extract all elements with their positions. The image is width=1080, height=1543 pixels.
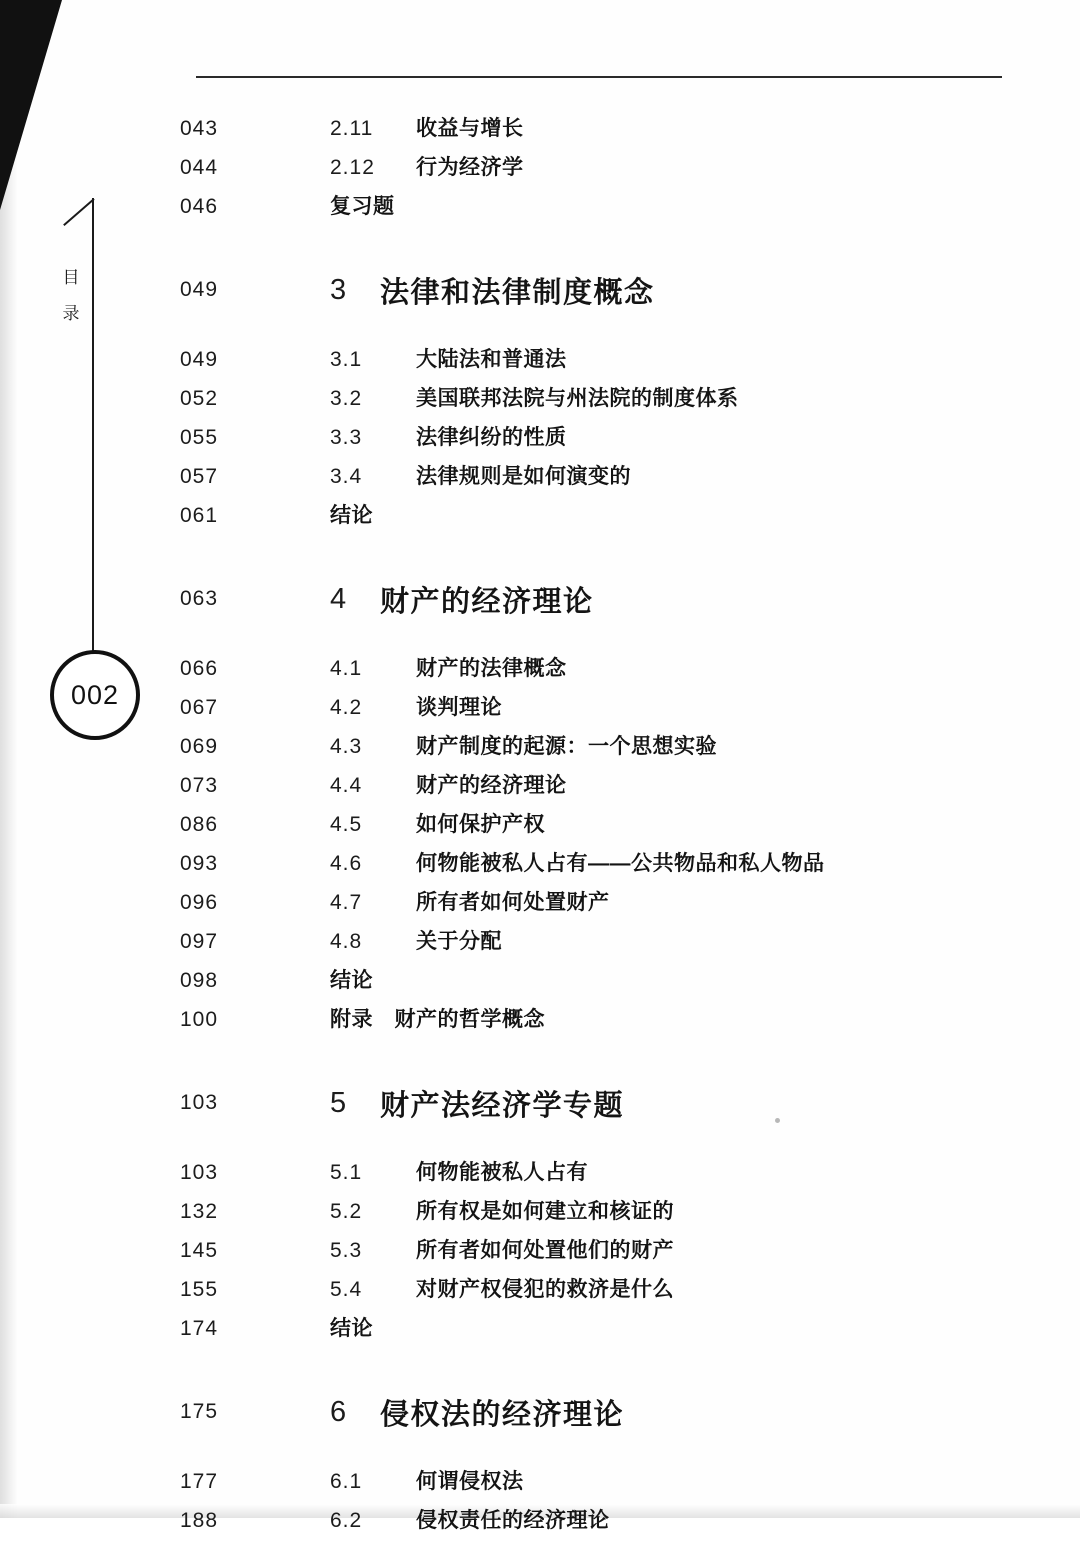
toc-page-number: 049 bbox=[180, 348, 219, 371]
toc-entry-row[interactable] bbox=[180, 1234, 1040, 1273]
toc-page-number: 043 bbox=[180, 117, 219, 140]
toc-spacer bbox=[180, 229, 1040, 251]
toc-entry-title: 行为经济学 bbox=[416, 156, 524, 179]
toc-entry-row[interactable] bbox=[180, 1195, 1040, 1234]
toc-page-number: 188 bbox=[180, 1509, 219, 1532]
toc-spacer bbox=[180, 1351, 1040, 1373]
toc-spacer bbox=[180, 1042, 1040, 1064]
toc-entry-row[interactable] bbox=[180, 499, 1040, 538]
toc-entry-row[interactable] bbox=[180, 382, 1040, 421]
toc-spacer bbox=[180, 329, 1040, 343]
toc-entry-row[interactable] bbox=[180, 808, 1040, 847]
toc-entry-title: 复习题 bbox=[330, 195, 395, 218]
toc-section-number: 4.6 bbox=[330, 852, 363, 875]
scan-edge-left bbox=[0, 0, 18, 1518]
toc-page-number: 175 bbox=[180, 1400, 219, 1423]
toc-entry-title: 财产制度的起源：一个思想实验 bbox=[416, 735, 717, 758]
table-of-contents bbox=[180, 112, 1040, 1543]
toc-section-number: 4.2 bbox=[330, 696, 363, 719]
toc-spacer bbox=[180, 638, 1040, 652]
toc-section-number: 2.12 bbox=[330, 156, 375, 179]
toc-entry-title: 对财产权侵犯的救济是什么 bbox=[416, 1278, 674, 1301]
toc-page-number: 061 bbox=[180, 504, 219, 527]
toc-entry-title: 所有者如何处置他们的财产 bbox=[416, 1239, 674, 1262]
toc-entry-title: 何物能被私人占有——公共物品和私人物品 bbox=[416, 852, 825, 875]
toc-entry-title: 结论 bbox=[330, 1317, 373, 1340]
toc-section-number: 5.1 bbox=[330, 1161, 363, 1184]
toc-page-number: 132 bbox=[180, 1200, 219, 1223]
toc-page-number: 067 bbox=[180, 696, 219, 719]
toc-page-number: 069 bbox=[180, 735, 219, 758]
toc-section-number: 5.4 bbox=[330, 1278, 363, 1301]
toc-entry-row[interactable] bbox=[180, 1504, 1040, 1543]
toc-page-number: 103 bbox=[180, 1091, 219, 1114]
page-number-badge: 002 bbox=[50, 650, 140, 740]
toc-entry-title: 何谓侵权法 bbox=[416, 1470, 524, 1493]
toc-section-number: 4.8 bbox=[330, 930, 363, 953]
toc-entry-title: 如何保护产权 bbox=[416, 813, 545, 836]
toc-entry-row[interactable] bbox=[180, 1273, 1040, 1312]
toc-entry-row[interactable] bbox=[180, 886, 1040, 925]
scan-speck bbox=[775, 1118, 780, 1123]
toc-page-number: 145 bbox=[180, 1239, 219, 1262]
toc-section-number: 4 bbox=[330, 582, 348, 615]
toc-chapter-row[interactable] bbox=[180, 1373, 1040, 1451]
toc-entry-title: 所有权是如何建立和核证的 bbox=[416, 1200, 674, 1223]
toc-page-number: 086 bbox=[180, 813, 219, 836]
toc-spacer bbox=[180, 1142, 1040, 1156]
toc-chapter-row[interactable] bbox=[180, 560, 1040, 638]
toc-section-number: 6.2 bbox=[330, 1509, 363, 1532]
toc-entry-row[interactable] bbox=[180, 190, 1040, 229]
toc-page-number: 097 bbox=[180, 930, 219, 953]
toc-entry-title: 财产的经济理论 bbox=[416, 774, 567, 797]
toc-spacer bbox=[180, 538, 1040, 560]
toc-section-number: 4.5 bbox=[330, 813, 363, 836]
toc-section-number: 3.1 bbox=[330, 348, 363, 371]
side-tab-diagonal-rule bbox=[63, 198, 95, 226]
toc-entry-row[interactable] bbox=[180, 151, 1040, 190]
toc-page-number: 044 bbox=[180, 156, 219, 179]
toc-page-number: 103 bbox=[180, 1161, 219, 1184]
toc-page-number: 057 bbox=[180, 465, 219, 488]
toc-entry-row[interactable] bbox=[180, 1465, 1040, 1504]
toc-chapter-row[interactable] bbox=[180, 251, 1040, 329]
toc-page-number: 063 bbox=[180, 587, 219, 610]
toc-entry-row[interactable] bbox=[180, 691, 1040, 730]
toc-section-number: 4.4 bbox=[330, 774, 363, 797]
toc-section-number: 2.11 bbox=[330, 117, 374, 140]
toc-section-number: 4.7 bbox=[330, 891, 363, 914]
toc-entry-row[interactable] bbox=[180, 1156, 1040, 1195]
toc-entry-title: 财产的经济理论 bbox=[380, 585, 594, 618]
toc-entry-row[interactable] bbox=[180, 1312, 1040, 1351]
side-tab bbox=[38, 120, 134, 720]
toc-page-number: 177 bbox=[180, 1470, 219, 1493]
side-tab-vertical-rule bbox=[92, 198, 94, 678]
toc-entry-title: 美国联邦法院与州法院的制度体系 bbox=[416, 387, 739, 410]
toc-page-number: 155 bbox=[180, 1278, 219, 1301]
toc-entry-row[interactable] bbox=[180, 1003, 1040, 1042]
toc-entry-title: 何物能被私人占有 bbox=[416, 1161, 588, 1184]
toc-section-number: 5.3 bbox=[330, 1239, 363, 1262]
toc-page-number: 100 bbox=[180, 1008, 219, 1031]
toc-page-number: 052 bbox=[180, 387, 219, 410]
toc-entry-row[interactable] bbox=[180, 343, 1040, 382]
toc-entry-title: 附录 财产的哲学概念 bbox=[330, 1008, 545, 1031]
toc-section-number: 4.3 bbox=[330, 735, 363, 758]
toc-entry-title: 财产的法律概念 bbox=[416, 657, 567, 680]
toc-page-number: 073 bbox=[180, 774, 219, 797]
header-rule bbox=[196, 76, 1002, 78]
toc-entry-title: 法律纠纷的性质 bbox=[416, 426, 567, 449]
toc-entry-row[interactable] bbox=[180, 964, 1040, 1003]
toc-entry-row[interactable] bbox=[180, 112, 1040, 151]
toc-entry-title: 侵权法的经济理论 bbox=[380, 1398, 625, 1431]
toc-section-number: 5.2 bbox=[330, 1200, 363, 1223]
toc-entry-row[interactable] bbox=[180, 421, 1040, 460]
toc-page-number: 098 bbox=[180, 969, 219, 992]
toc-entry-title: 侵权责任的经济理论 bbox=[416, 1509, 610, 1532]
toc-entry-title: 法律规则是如何演变的 bbox=[416, 465, 631, 488]
toc-section-number: 5 bbox=[330, 1086, 348, 1119]
toc-section-number: 3.3 bbox=[330, 426, 363, 449]
toc-page-number: 096 bbox=[180, 891, 219, 914]
toc-entry-row[interactable] bbox=[180, 460, 1040, 499]
toc-entry-title: 关于分配 bbox=[416, 930, 502, 953]
toc-entry-row[interactable] bbox=[180, 925, 1040, 964]
toc-spacer bbox=[180, 1451, 1040, 1465]
toc-page-number: 046 bbox=[180, 195, 219, 218]
toc-section-number: 3 bbox=[330, 273, 348, 306]
toc-section-number: 3.4 bbox=[330, 465, 363, 488]
toc-section-number: 6 bbox=[330, 1395, 348, 1428]
toc-entry-title: 收益与增长 bbox=[416, 117, 524, 140]
toc-entry-title: 所有者如何处置财产 bbox=[416, 891, 610, 914]
toc-entry-title: 法律和法律制度概念 bbox=[380, 276, 655, 309]
toc-entry-row[interactable] bbox=[180, 652, 1040, 691]
toc-entry-row[interactable] bbox=[180, 769, 1040, 808]
toc-entry-title: 谈判理论 bbox=[416, 696, 502, 719]
toc-entry-row[interactable] bbox=[180, 847, 1040, 886]
toc-section-number: 4.1 bbox=[330, 657, 363, 680]
toc-page-number: 174 bbox=[180, 1317, 219, 1340]
toc-page-number: 055 bbox=[180, 426, 219, 449]
toc-chapter-row[interactable] bbox=[180, 1064, 1040, 1142]
toc-section-number: 3.2 bbox=[330, 387, 363, 410]
toc-section-number: 6.1 bbox=[330, 1470, 363, 1493]
toc-entry-title: 财产法经济学专题 bbox=[380, 1089, 625, 1122]
toc-page-number: 049 bbox=[180, 278, 219, 301]
toc-entry-row[interactable] bbox=[180, 730, 1040, 769]
toc-entry-title: 大陆法和普通法 bbox=[416, 348, 567, 371]
toc-entry-title: 结论 bbox=[330, 969, 373, 992]
toc-page-number: 093 bbox=[180, 852, 219, 875]
toc-page-number: 066 bbox=[180, 657, 219, 680]
side-tab-label: 目 录 bbox=[62, 268, 82, 323]
toc-entry-title: 结论 bbox=[330, 504, 373, 527]
